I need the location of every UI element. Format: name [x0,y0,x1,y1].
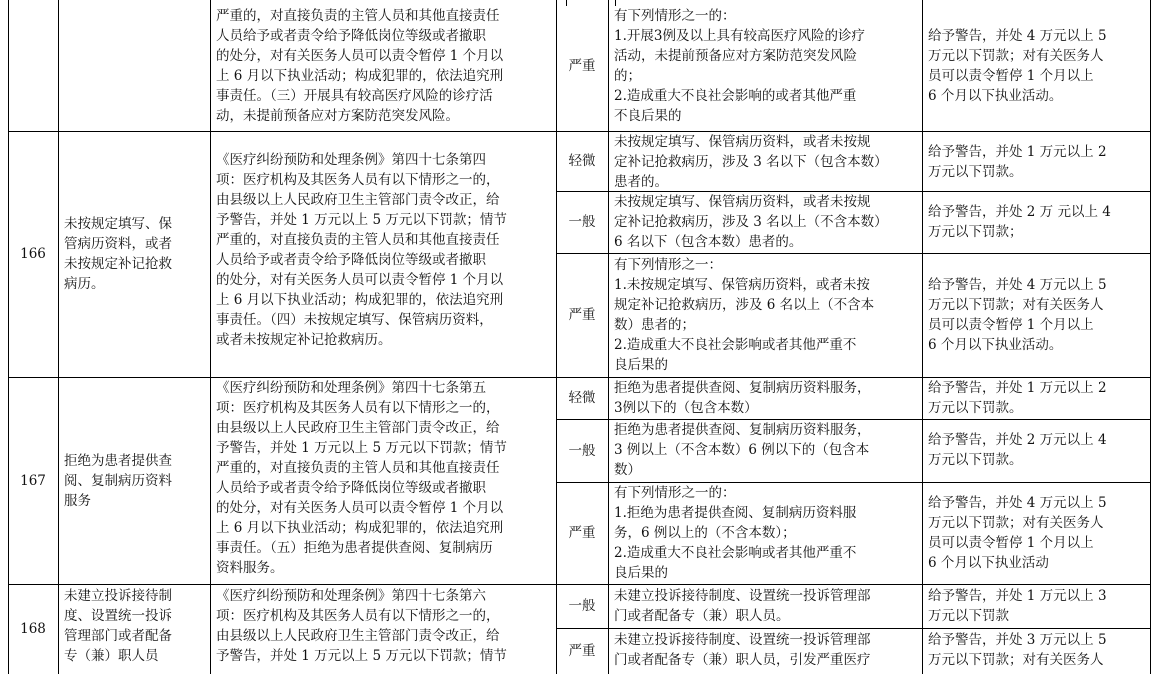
grid-h-482 [556,482,1151,483]
row-166-situation-2: 有下列情形之一： 1.未按规定填写、保管病历资料，或者未按 规定补记抢救病历，涉及 6 名以上（不含本 数）患者的； 2.造成重大不良社会影响或者其他严重不 良后果的 [614,257,875,373]
row-168-basis: 《医疗纠纷预防和处理条例》第四十七条第六 项：医疗机构及其医务人员有以下情形之一的， 由县级以上人民政府卫生主管部门责令改正，给 予警告，并处 1 万元以上 5 万元以下罚款；情节 [216,588,507,664]
grid-v-level [608,0,609,674]
row-166-item: 未按规定填写、保 管病历资料，或者 未按规定补记抢救 病历。 [64,216,172,292]
row-prev-no [8,0,58,131]
grid-v-basis-double [566,0,567,6]
row-168-level-0: 一般 [568,598,596,614]
row-166-basis: 《医疗纠纷预防和处理条例》第四十七条第四 项：医疗机构及其医务人员有以下情形之一的， 由县级以上人民政府卫生主管部门责令改正，给 予警告，并处 1 万元以上 5 万元以下罚款；情节 严重的，对直接负责的主管人员和其他直接责任 人员给予或者责令给予降低岗位等级或者撤职 的处分，对有关医务人员可以责令暂停 1 个月以 上 6 月以下执业活动；构成犯罪的，依法追究刑 事责任。（四）未按规定填写、保管病历资料， 或者未按规定补记抢救病历。 [216,152,507,348]
row-167-penalty-0: 给予警告，并处 1 万元以上 2 万元以下罚款。 [928,380,1107,416]
row-167-penalty-2: 给予警告，并处 4 万元以上 5 万元以下罚款；对有关医务人 员可以责令暂停 1 个月以上 6 个月以下执业活动 [928,495,1107,571]
grid-h-253 [556,253,1151,254]
row-166-situation-1: 未按规定填写、保管病历资料，或者未按规 定补记抢救病历，涉及 3 名以上（不含本数） 6 名以下（包含本数）患者的。 [614,194,888,250]
row-prev-situation-0: 有下列情形之一的： 1.开展3例及以上具有较高医疗风险的诊疗 活动，未提前预备应对方案防范突发风险 的； 2.造成重大不良社会影响的或者其他严重 不良后果的 [614,8,865,124]
row-167-situation-2: 有下列情形之一的： 1.拒绝为患者提供查阅、复制病历资料服 务，6 例以上的（不含本数）； 2.造成重大不良社会影响或者其他严重不 良后果的 [614,485,857,581]
grid-v-situation [922,0,923,674]
row-168-item: 未建立投诉接待制 度、设置统一投诉 管理部门或者配备 专（兼）职人员 [64,588,172,664]
grid-v-basis [556,0,557,674]
row-168-no: 168 [20,621,46,637]
row-167-basis: 《医疗纠纷预防和处理条例》第四十七条第五 项：医疗机构及其医务人员有以下情形之一的， 由县级以上人民政府卫生主管部门责令改正，给 予警告，并处 1 万元以上 5 万元以下罚款；情节 严重的，对直接负责的主管人员和其他直接责任 人员给予或者责令给予降低岗位等级或者撤职 的处分，对有关医务人员可以责令暂停 1 个月以 上 6 月以下执业活动；构成犯罪的，依法追究刑 事责任。（五）拒绝为患者提供查阅、复制病历 资料服务。 [216,380,507,576]
row-167-level-2: 严重 [568,525,596,541]
row-166-no: 166 [20,246,46,262]
grid-v-left [8,0,9,674]
row-prev-basis: 严重的，对直接负责的主管人员和其他直接责任 人员给予或者责令给予降低岗位等级或者撤职 的处分，对有关医务人员可以责令暂停 1 个月以 上 6 月以下执业活动；构成犯罪的，依法追究刑 事责任。（三）开展具有较高医疗风险的诊疗活 动，未提前预备应对方案防范突发风险。 [216,8,504,124]
grid-h-191 [556,191,1151,192]
row-168-situation-0: 未建立投诉接待制度、设置统一投诉管理部 门或者配备专（兼）职人员。 [614,588,871,624]
row-167-level-1: 一般 [568,442,596,459]
row-prev-level-0: 严重 [568,57,596,74]
grid-h-131 [8,131,1151,132]
grid-h-419 [556,419,1151,420]
row-166-level-2: 严重 [568,307,596,323]
row-167-level-0: 轻微 [568,390,596,406]
row-166-level-0: 轻微 [568,153,596,169]
row-167-no: 167 [20,472,46,489]
grid-v-level-double [615,0,616,6]
row-166-penalty-2: 给予警告，并处 4 万元以上 5 万元以下罚款；对有关医务人 员可以责令暂停 1 个月以上 6 个月以下执业活动。 [928,277,1107,353]
row-166-penalty-1: 给予警告，并处 2 万 元以上 4 万元以下罚款； [928,204,1111,240]
row-166-situation-0: 未按规定填写、保管病历资料，或者未按规 定补记抢救病历，涉及 3 名以下（包含本数） 患者的。 [614,134,888,190]
row-166-penalty-0: 给予警告，并处 1 万元以上 2 万元以下罚款。 [928,144,1107,180]
grid-v-no [58,0,59,674]
row-prev-penalty-0: 给予警告，并处 4 万元以上 5 万元以下罚款；对有关医务人 员可以责令暂停 1 个月以上 6 个月以下执业活动。 [928,28,1107,104]
row-168-level-1: 严重 [568,643,596,659]
row-167-item: 拒绝为患者提供查 阅、复制病历资料 服务 [64,452,172,509]
row-168-penalty-0: 给予警告，并处 1 万元以上 3 万元以下罚款 [928,588,1107,624]
row-166-level-1: 一般 [568,214,596,230]
row-167-situation-1: 拒绝为患者提供查阅、复制病历资料服务， 3 例以上（不含本数）6 例以下的（包含本 数） [614,422,871,478]
grid-h-584 [8,584,1151,585]
row-167-situation-0: 拒绝为患者提供查阅、复制病历资料服务， 3例以下的（包含本数） [614,380,871,416]
row-168-penalty-1: 给予警告，并处 3 万元以上 5 万元以下罚款；对有关医务人 [928,632,1107,668]
row-168-situation-1: 未建立投诉接待制度、设置统一投诉管理部 门或者配备专（兼）职人员，引发严重医疗 [614,632,871,668]
grid-v-right [1150,0,1151,674]
grid-h-628 [556,628,1151,629]
row-prev-item [58,0,210,131]
grid-h-377 [8,377,1151,378]
grid-v-item [210,0,211,674]
row-167-penalty-1: 给予警告，并处 2 万元以上 4 万元以下罚款。 [928,432,1107,468]
